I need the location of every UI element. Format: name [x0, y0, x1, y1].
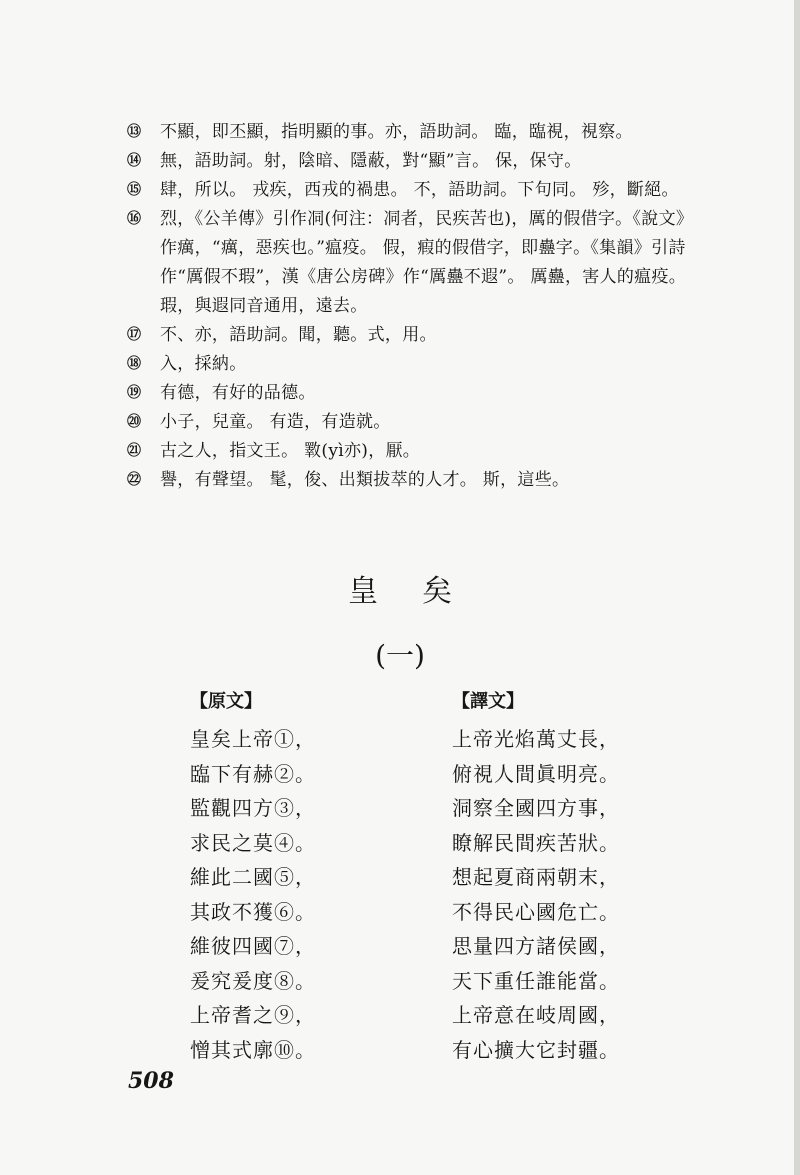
- translation-verse-line: 洞察全國四方事，: [452, 796, 620, 820]
- footnote-number: ⑯: [127, 211, 141, 227]
- footnote-item: [122, 408, 682, 437]
- footnote-line: 烈，《公羊傳》引作㓊(何注：㓊者，民疾苦也)，厲的假借字。《說文》: [160, 209, 694, 229]
- footnote-text: [160, 205, 693, 321]
- footnote-text: [160, 176, 679, 205]
- footnote-line: 不、亦，語助詞。聞，聽。式，用。: [160, 325, 437, 345]
- footnote-item: [122, 379, 682, 408]
- footnote-text: [160, 350, 247, 379]
- original-verse-line: 皇矣上帝①，: [190, 727, 316, 751]
- original-verse-line: 爰究爰度⑧。: [190, 968, 316, 993]
- original-verse-line: 求民之莫④。: [190, 830, 316, 855]
- footnote-text: [160, 321, 437, 350]
- page-number: 508: [128, 1068, 174, 1094]
- footnote-number: ㉒: [127, 472, 141, 488]
- footnote-item: [122, 118, 682, 147]
- footnote-text: [160, 408, 391, 437]
- translation-verse-line: 不得民心國危亡。: [452, 899, 620, 924]
- footnote-number: ⑭: [127, 153, 141, 169]
- original-verse-line: 臨下有赫②。: [190, 761, 316, 786]
- footnote-number: ⑱: [127, 356, 141, 372]
- translation-verse-line: 上帝意在岐周國，: [452, 1003, 620, 1027]
- footnote-text: [160, 466, 569, 495]
- footnote-line: 有德，有好的品德。: [160, 383, 316, 403]
- footnote-text: [160, 437, 420, 466]
- footnote-number: ⑬: [127, 124, 141, 140]
- footnote-line: 入，採納。: [160, 354, 247, 374]
- section-number: (一): [375, 639, 425, 672]
- translation-verse-line: 思量四方諸侯國，: [452, 934, 620, 958]
- footnotes-list: [122, 118, 694, 495]
- footnote-item: [122, 205, 694, 321]
- footnote-item: [122, 176, 682, 205]
- footnote-line: 古之人，指文王。 斁(yì亦)，厭。: [160, 441, 421, 461]
- footnote-item: [122, 437, 682, 466]
- translation-verse-line: 想起夏商兩朝末，: [452, 865, 620, 889]
- footnote-line: 不顯，即丕顯，指明顯的事。亦，語助詞。 臨，臨視，視察。: [160, 122, 633, 142]
- footnote-line: 瑕，與遐同音通用，遠去。: [160, 296, 368, 316]
- footnote-line: 譽，有聲望。 髦，俊、出類拔萃的人才。 斯，這些。: [160, 470, 570, 490]
- footnote-line: 作癘，“癘，惡疾也。”瘟疫。 假，瘕的假借字，即蠱字。《集韻》引詩: [160, 238, 686, 258]
- translation-verse-line: 天下重任誰能當。: [452, 968, 620, 993]
- footnote-line: 作“厲假不瑕”，漢《唐公房碑》作“厲蠱不遐”。 厲蠱，害人的瘟疫。: [160, 267, 687, 287]
- footnote-item: [122, 321, 682, 350]
- original-verse-line: 維此二國⑤，: [190, 865, 316, 889]
- poem-title: 皇矣: [348, 574, 496, 609]
- translation-column: [452, 690, 702, 1067]
- footnote-item: [122, 350, 682, 379]
- footnote-number: ⑮: [127, 182, 141, 198]
- footnote-item: [122, 147, 682, 176]
- footnote-number: ⑳: [127, 414, 141, 430]
- footnote-item: [122, 466, 682, 495]
- translation-verse-line: 有心擴大它封疆。: [452, 1037, 620, 1062]
- footnote-text: [160, 147, 582, 176]
- translation-lines: [452, 722, 702, 1067]
- original-verse-line: 監觀四方③，: [190, 796, 316, 820]
- footnote-line: 肆，所以。 戎疾，西戎的禍患。 不，語助詞。下句同。 殄，斷絕。: [160, 180, 679, 200]
- original-verse-line: 其政不獲⑥。: [190, 899, 316, 924]
- footnote-number: ㉑: [127, 443, 141, 459]
- footnote-number: ⑲: [127, 385, 141, 401]
- original-verse-line: 上帝耆之⑨，: [190, 1003, 316, 1027]
- footnote-line: 無，語助詞。射，陰暗、隱蔽，對“顯”言。 保，保守。: [160, 151, 582, 171]
- original-text-lines: [190, 722, 430, 1067]
- footnote-line: 小子，兒童。 有造，有造就。: [160, 412, 391, 432]
- translation-verse-line: 上帝光焰萬丈長，: [452, 727, 620, 751]
- original-verse-line: 維彼四國⑦，: [190, 934, 316, 958]
- translation-verse-line: 俯視人間眞明亮。: [452, 761, 620, 786]
- original-text-column: [190, 690, 430, 1067]
- original-verse-line: 憎其式廓⑩。: [190, 1037, 316, 1062]
- footnote-text: [160, 118, 633, 147]
- translation-verse-line: 瞭解民間疾苦狀。: [452, 830, 620, 855]
- original-text-heading: 【原文】: [190, 691, 262, 712]
- footnote-text: [160, 379, 316, 408]
- footnote-number: ⑰: [127, 327, 141, 343]
- translation-heading: 【譯文】: [452, 691, 524, 712]
